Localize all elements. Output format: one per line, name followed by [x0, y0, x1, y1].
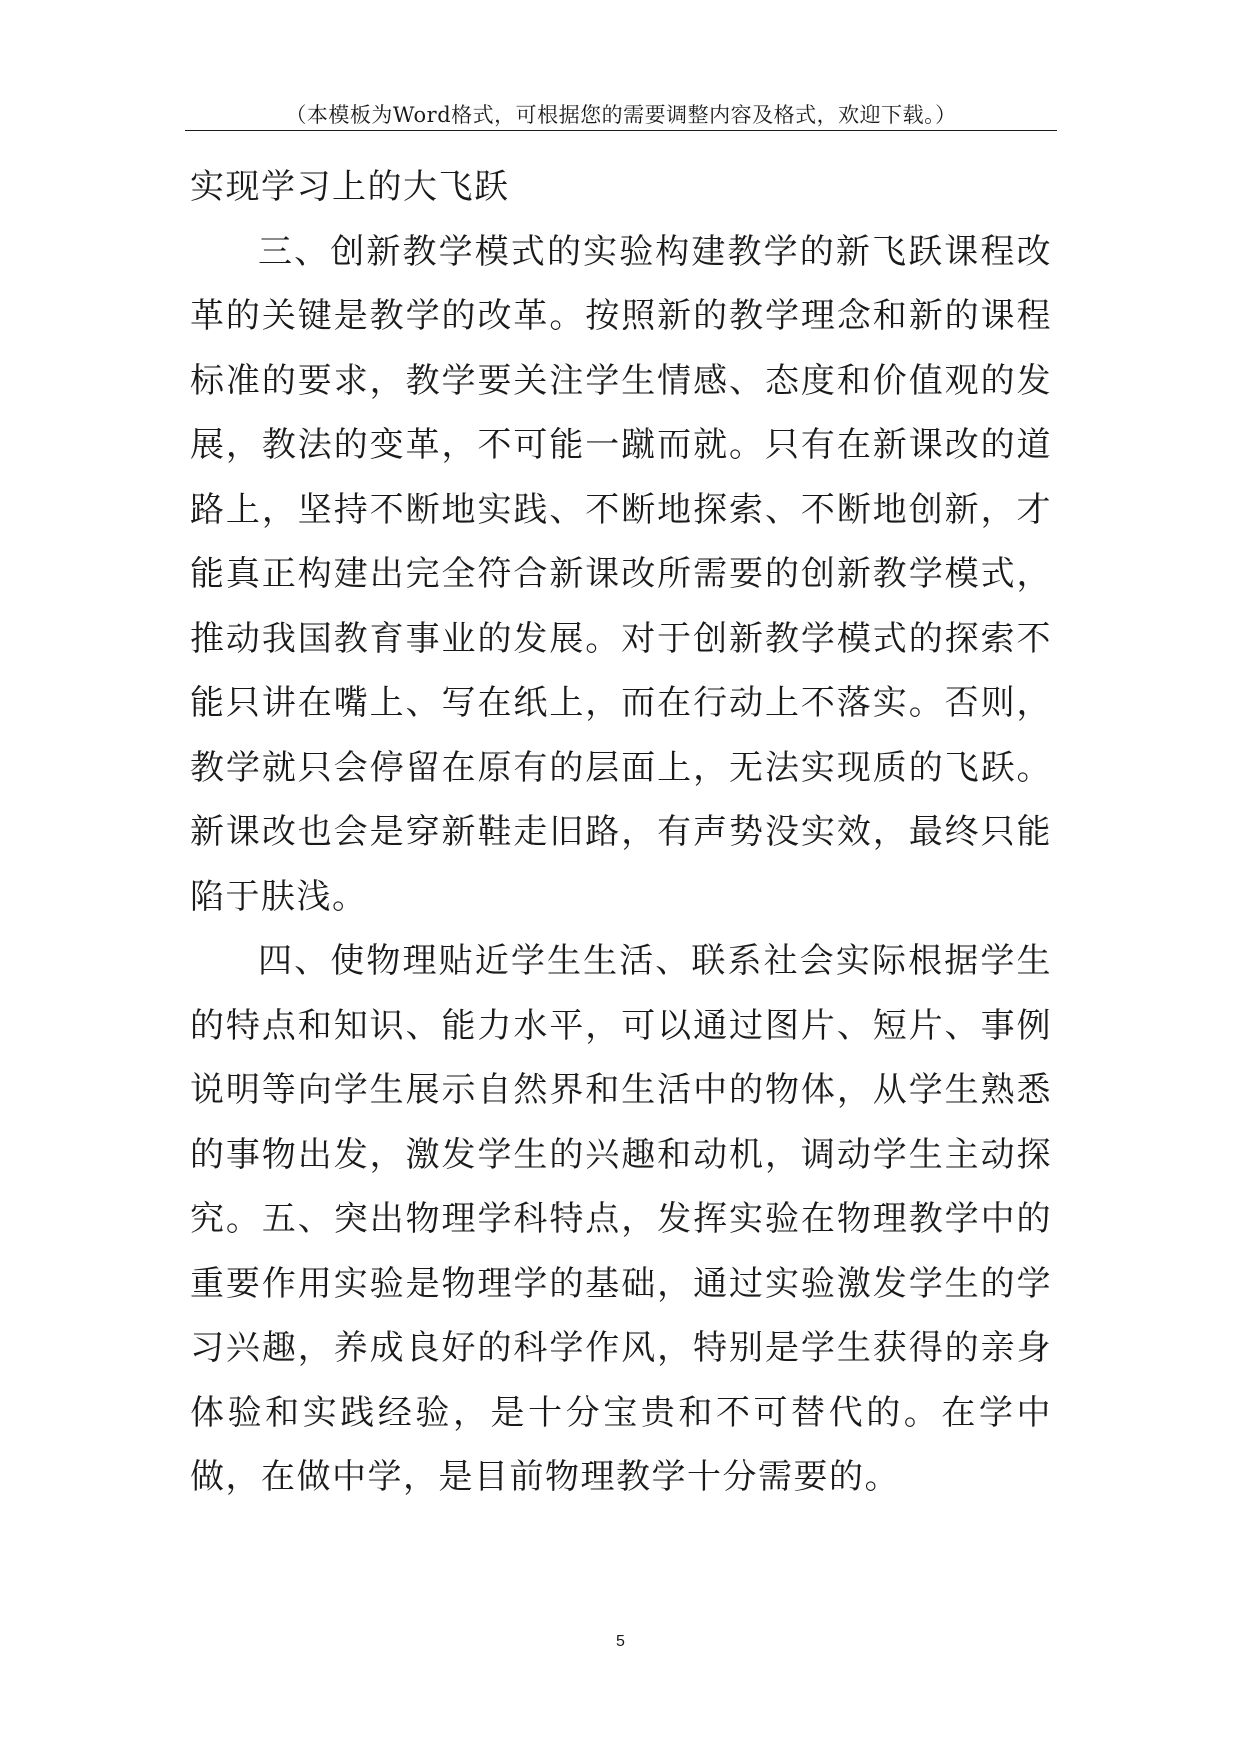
header-divider — [185, 130, 1057, 131]
document-body — [190, 155, 1052, 1510]
header-note: （本模板为Word格式，可根据您的需要调整内容及格式，欢迎下载。） — [285, 103, 957, 127]
paragraph-section-three: 三、创新教学模式的实验构建教学的新飞跃课程改革的关键是教学的改革。按照新的教学理念和新的课程标准的要求，教学要关注学生情感、态度和价值观的发展，教法的变革，不可能一蹴而就。只有在新课改的道路上，坚持不断地实践、不断地探索、不断地创新，才能真正构建出完全符合新课改所需要的创新教学模式，推动我国教育事业的发展。对于创新教学模式的探索不能只讲在嘴上、写在纸上，而在行动上不落实。否则，教学就只会停留在原有的层面上，无法实现质的飞跃。新课改也会是穿新鞋走旧路，有声势没实效，最终只能陷于肤浅。 — [190, 231, 1052, 917]
paragraph-continuation: 实现学习上的大飞跃 — [190, 167, 510, 207]
page-number: 5 — [616, 1633, 625, 1650]
paragraph-section-four: 四、使物理贴近学生生活、联系社会实际根据学生的特点和知识、能力水平，可以通过图片、短片、事例说明等向学生展示自然界和生活中的物体，从学生熟悉的事物出发，激发学生的兴趣和动机，调动学生主动探究。五、突出物理学科特点，发挥实验在物理教学中的重要作用实验是物理学的基础，通过实验激发学生的学习兴趣，养成良好的科学作风，特别是学生获得的亲身体验和实践经验，是十分宝贵和不可替代的。在学中做，在做中学，是目前物理教学十分需要的。 — [190, 941, 1052, 1497]
